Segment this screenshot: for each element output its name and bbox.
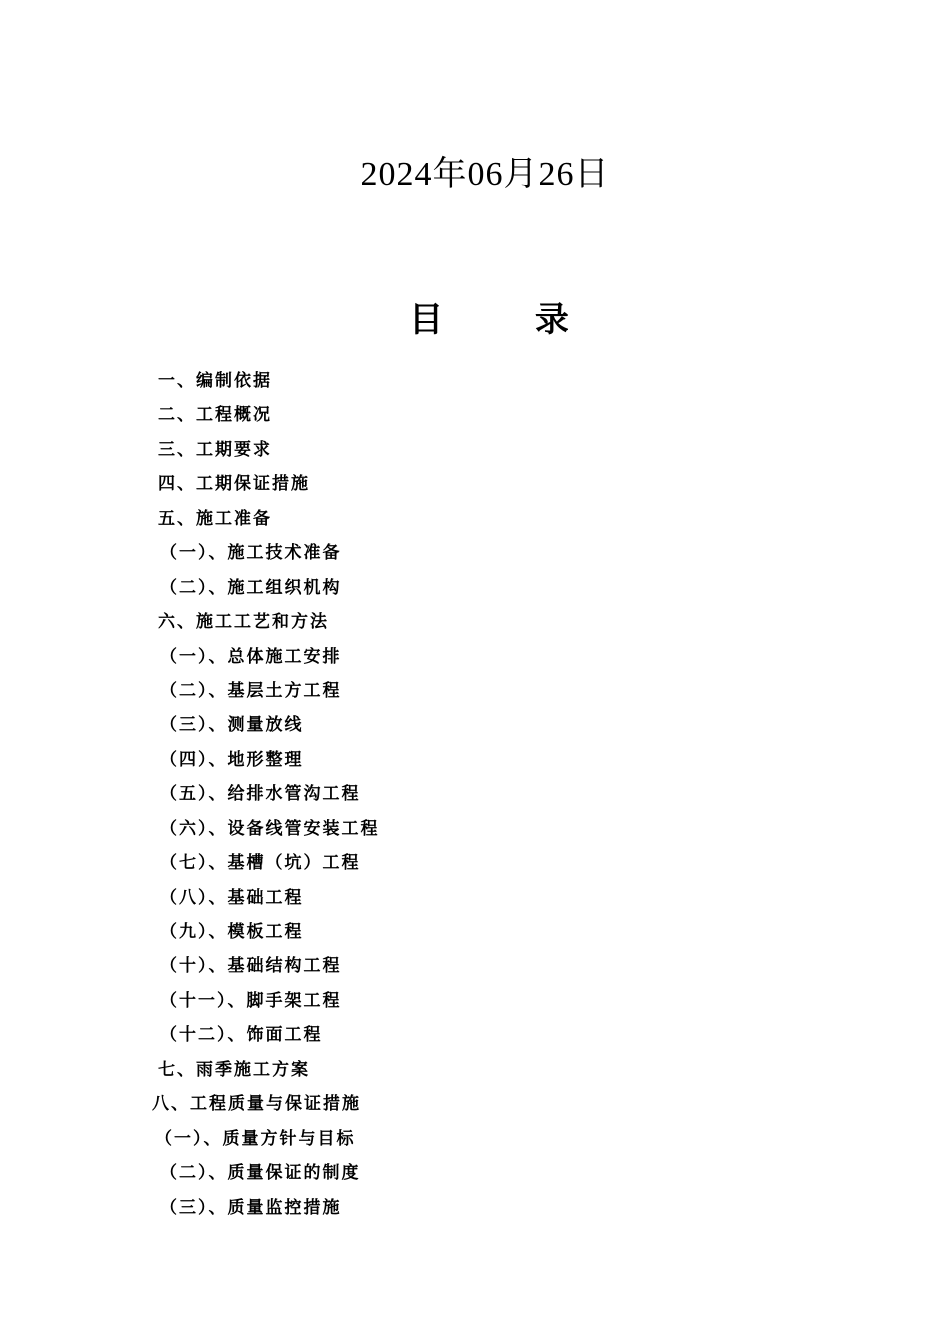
toc-item-8-2[interactable]: （二）、质量保证的制度 [160, 1163, 361, 1184]
toc-item-5-2[interactable]: （二）、施工组织机构 [160, 577, 342, 598]
toc-item-3[interactable]: 三、工期要求 [158, 439, 272, 460]
table-of-contents [0, 364, 950, 1225]
toc-item-1[interactable]: 一、编制依据 [158, 371, 272, 391]
toc-title: 目 录 [409, 300, 609, 340]
toc-item-6-8[interactable]: （八）、基础工程 [160, 887, 304, 908]
toc-item-6-11[interactable]: （十一）、脚手架工程 [160, 990, 342, 1011]
toc-item-6-9[interactable]: （九）、模板工程 [160, 922, 304, 942]
toc-item-8[interactable]: 八、工程质量与保证措施 [152, 1094, 361, 1115]
toc-item-6-4[interactable]: （四）、地形整理 [160, 749, 304, 770]
toc-item-7[interactable]: 七、雨季施工方案 [158, 1059, 310, 1080]
toc-item-8-3[interactable]: （三）、质量监控措施 [160, 1197, 342, 1218]
toc-item-6-12[interactable]: （十二）、饰面工程 [160, 1025, 323, 1046]
toc-item-6[interactable]: 六、施工工艺和方法 [158, 612, 329, 633]
toc-item-6-1[interactable]: （一）、总体施工安排 [160, 646, 342, 667]
toc-item-8-1[interactable]: （一）、质量方针与目标 [155, 1128, 356, 1149]
document-date: 2024年06月26日 [360, 156, 610, 193]
toc-item-5-1[interactable]: （一）、施工技术准备 [160, 543, 342, 564]
toc-item-6-6[interactable]: （六）、设备线管安装工程 [160, 818, 380, 839]
toc-item-6-3[interactable]: （三）、测量放线 [160, 715, 304, 736]
toc-item-6-10[interactable]: （十）、基础结构工程 [160, 956, 342, 977]
toc-item-6-2[interactable]: （二）、基层土方工程 [160, 680, 342, 701]
toc-item-6-5[interactable]: （五）、给排水管沟工程 [160, 784, 361, 805]
toc-item-4[interactable]: 四、工期保证措施 [158, 474, 310, 495]
toc-item-2[interactable]: 二、工程概况 [158, 405, 272, 426]
toc-item-6-7[interactable]: （七）、基槽（坑）工程 [160, 853, 361, 874]
toc-item-5[interactable]: 五、施工准备 [158, 508, 272, 529]
